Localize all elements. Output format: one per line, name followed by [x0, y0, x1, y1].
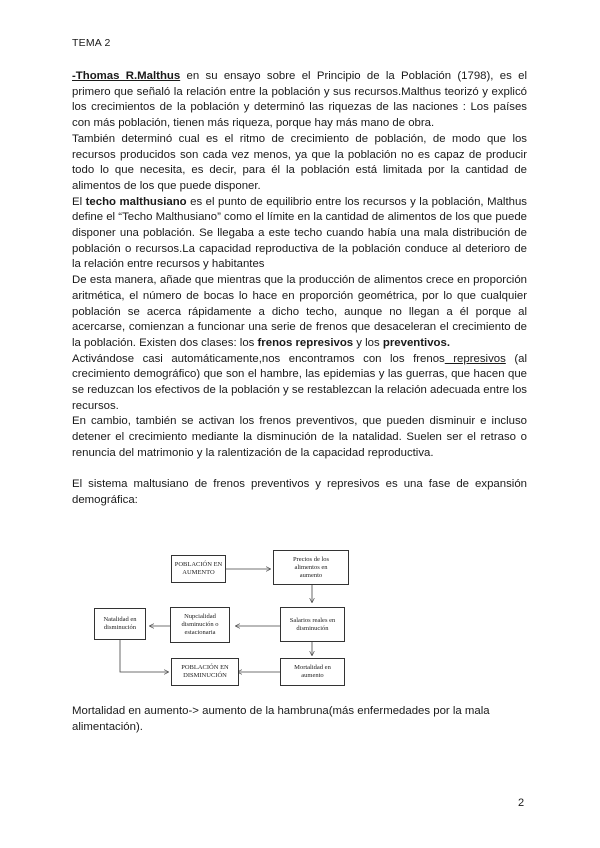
paragraph-proporcion — [72, 273, 527, 352]
malthus-diagram — [0, 540, 600, 700]
box-label: disminución o — [181, 621, 219, 628]
box-label: disminución — [296, 624, 329, 632]
page-number: 2 — [518, 797, 525, 809]
box-label: Precios de los — [292, 555, 330, 563]
paragraph-mortalidad: Mortalidad en aumento-> aumento de la hambruna(más enfermedades por la mala alimentación). — [72, 705, 490, 733]
box-label: Natalidad en — [103, 616, 137, 623]
box-label: alimentos en — [294, 563, 328, 571]
bold-term: frenos represivos — [257, 336, 354, 349]
box-label: Salarios reales en — [289, 616, 336, 624]
paragraph-techo — [72, 195, 527, 274]
paragraph-preventivos: En cambio, también se activan los frenos preventivos, que pueden disminuir e incluso detener el crecimiento mediante la disminución de la natalidad. Suelen ser el retraso o renuncia del matrimonio y la ralentización de la capacidad reproductiva. — [72, 415, 527, 459]
paragraph-text: Activándose casi automáticamente,nos encontramos con los frenos — [72, 352, 445, 365]
paragraph-text: y los — [353, 336, 383, 349]
box-label: Nupcialidad — [184, 613, 216, 620]
box-label: POBLACIÓN EN — [174, 561, 223, 568]
paragraph-spacer — [72, 462, 527, 478]
paragraph-text: El — [72, 195, 86, 208]
box-label: aumento — [299, 571, 323, 579]
author-name: -Thomas R.Malthus — [72, 70, 181, 82]
body-text — [72, 69, 527, 509]
paragraph-text: (al crecimiento demográfico) que son el hambre, las epidemias y las guerras, que hacen que se reduzcan los efectivos de la población y se restablezcan la relación adecuada entre los recursos. — [72, 352, 527, 412]
paragraph-malthus — [72, 69, 527, 132]
paragraph-sistema: El sistema maltusiano de frenos preventivos y represivos es una fase de expansión demográfica: — [72, 478, 527, 506]
box-label: Mortalidad en — [294, 664, 331, 671]
paragraph-text: es el punto de equilibrio entre los recursos y la población, Malthus define el “Techo Malthusiano” como el límite en la cantidad de alimentos de los que puede disponer una población. Se llegaba a este techo cuando había una mala distribución de población o recursos.La capacidad reproductiva de la población conduce al deterioro de la relación entre recursos y habitantes — [72, 195, 527, 271]
page-header: TEMA 2 — [72, 37, 111, 49]
box-label: disminución — [103, 624, 137, 631]
box-precios-alimentos — [273, 550, 349, 585]
box-label: DISMINUCIÓN — [183, 672, 227, 679]
box-nupcialidad — [170, 607, 230, 643]
box-salarios-reales — [280, 607, 345, 642]
paragraph-text: De esta manera, añade que mientras que la producción de alimentos crece en proporción aritmética, el número de bocas lo hace en proporción geométrica, por lo que cualquier población se acerca rápidamente a dicho techo, aunque no llegan a él porque al acercarse, comienzan a funcionar una serie de frenos que desaceleran el crecimiento de la población. Existen dos clases: los — [72, 274, 527, 349]
paragraph-text: en su ensayo sobre el Principio de la Población (1798), es el primero que señaló la relación entre la población y sus recursos.Malthus teorizó y explicó los crecimientos de la población y determinó las riquezas de las naciones : Los países con más población, tienen más riqueza, porque hay más mano de obra. — [72, 70, 527, 130]
paragraph-represivos — [72, 352, 527, 415]
box-label: aumento — [301, 672, 324, 679]
bold-term: preventivos. — [382, 336, 450, 349]
underlined-term: represivos — [444, 352, 506, 365]
arrow-5-to-6 — [120, 640, 168, 672]
box-poblacion-aumento — [171, 555, 226, 583]
paragraph-ritmo: También determinó cual es el ritmo de crecimiento de población, de modo que los recursos producidos son cada vez menos, ya que la población no es capaz de producir todo lo que necesita, es decir, para él la población está limitada por la cantidad de alimentos de los que puede disponer. — [72, 132, 527, 192]
box-label: POBLACIÓN EN — [181, 664, 229, 671]
bold-term: techo malthusiano — [85, 195, 187, 208]
box-label: AUMENTO — [182, 569, 215, 576]
box-label: estacionaria — [184, 629, 216, 636]
box-mortalidad — [280, 658, 345, 686]
box-poblacion-disminucion — [171, 658, 239, 686]
box-natalidad — [94, 608, 146, 640]
